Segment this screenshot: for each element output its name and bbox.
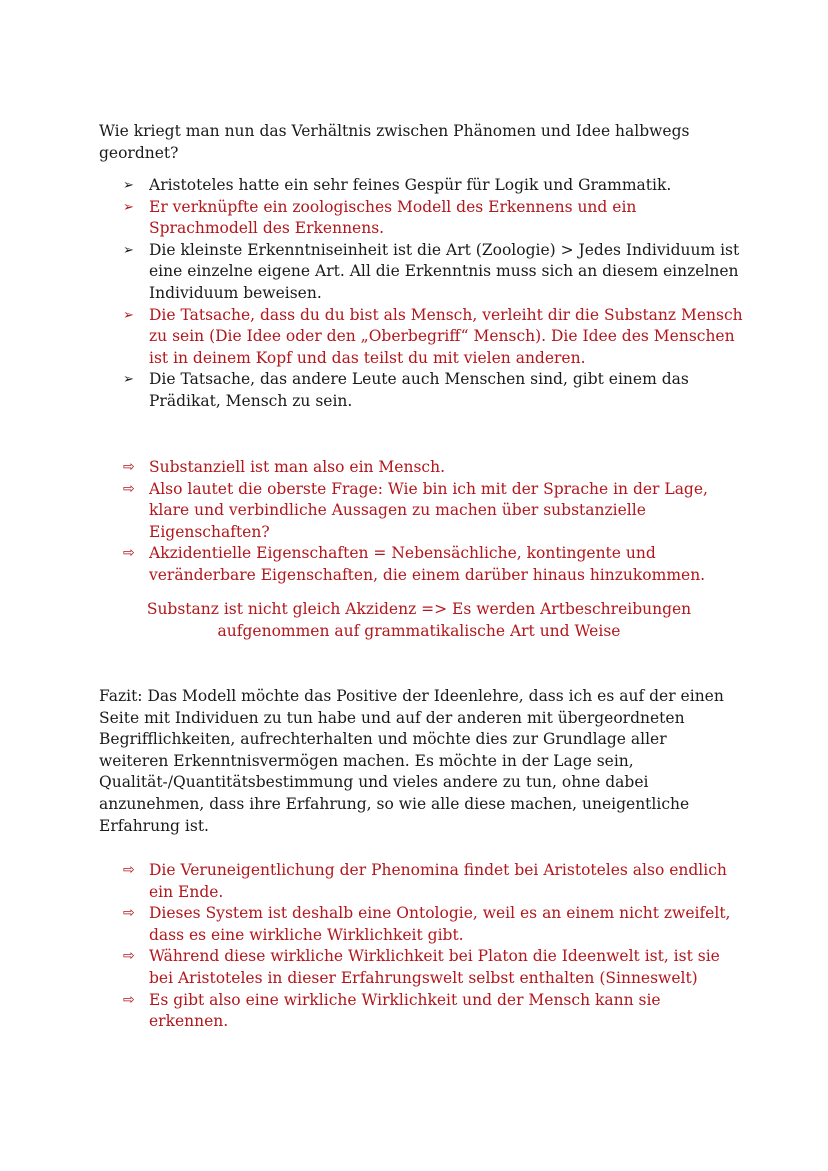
- arrowhead-bullet-icon: ➢: [123, 199, 134, 215]
- list-item-text: Dieses System ist deshalb eine Ontologie, weil es an einem nicht zweifelt, dass es eine wirkliche Wirklichkeit gibt.: [149, 904, 731, 944]
- list-item: [123, 479, 743, 544]
- list-item-text: Die Tatsache, dass du du bist als Mensch, verleiht dir die Substanz Mensch zu sein (Die Idee oder den „Oberbegriff“ Mensch). Die Idee des Menschen ist in deinem Kopf und das teilst du mit vielen anderen.: [149, 305, 743, 367]
- list-item: [123, 990, 743, 1033]
- list-item-text: Aristoteles hatte ein sehr feines Gespür für Logik und Grammatik.: [149, 176, 672, 194]
- arrowhead-bullet-icon: ➢: [123, 372, 134, 388]
- arrow-list-substanz: [123, 457, 743, 587]
- list-item: [123, 903, 743, 946]
- arrowhead-bullet-icon: ➢: [123, 242, 134, 258]
- list-item: [123, 305, 743, 370]
- outline-arrow-bullet-icon: ⇨: [123, 545, 135, 562]
- arrowhead-bullet-icon: ➢: [123, 178, 134, 193]
- list-item: [123, 457, 743, 479]
- arrowhead-bullet-icon: ➢: [123, 307, 134, 323]
- centered-note-line-1: Substanz ist nicht gleich Akzidenz => Es werden Artbeschreibungen: [146, 600, 692, 618]
- list-item: [123, 175, 743, 197]
- list-item-text: Akzidentielle Eigenschaften = Nebensächliche, kontingente und veränderbare Eigenschaften, die einem darüber hinaus hinzukommen.: [149, 544, 706, 584]
- arrow-list-ontologie: [123, 860, 743, 1033]
- centered-note-line-2: aufgenommen auf grammatikalische Art und Weise: [217, 622, 621, 640]
- list-item-text: Es gibt also eine wirkliche Wirklichkeit und der Mensch kann sie erkennen.: [149, 990, 661, 1031]
- outline-arrow-bullet-icon: ⇨: [123, 991, 135, 1008]
- list-item-text: Also lautet die oberste Frage: Wie bin ich mit der Sprache in der Lage, klare und verbindliche Aussagen zu machen über substanzielle Eigenschaften?: [149, 479, 708, 541]
- list-item-text: Die Veruneigentlichung der Phenomina findet bei Aristoteles also endlich ein Ende.: [149, 861, 727, 901]
- list-item-text: Die Tatsache, das andere Leute auch Menschen sind, gibt einem das Prädikat, Mensch zu sein.: [149, 370, 689, 410]
- list-item: [123, 946, 743, 989]
- list-item-text: Während diese wirkliche Wirklichkeit bei Platon die Ideenwelt ist, ist sie bei Aristoteles in dieser Erfahrungswelt selbst enthalten (Sinneswelt): [149, 947, 720, 987]
- outline-arrow-bullet-icon: ⇨: [123, 862, 135, 878]
- fazit-paragraph: Fazit: Das Modell möchte das Positive der Ideenlehre, dass ich es auf der einen Seite mit Individuen zu tun habe und auf der anderen mit übergeordneten Begrifflichkeiten, aufrechterhalten und möchte dies zur Grundlage aller weiteren Erkenntnisvermögen machen. Es möchte in der Lage sein, Qualität-/Quantitätsbestimmung und vieles andere zu tun, ohne dabei anzunehmen, dass ihre Erfahrung, so wie alle diese machen, uneigentliche Erfahrung ist.: [99, 687, 724, 835]
- question-paragraph: Wie kriegt man nun das Verhältnis zwischen Phänomen und Idee halbwegs geordnet?: [99, 122, 690, 162]
- list-item-text: Substanziell ist man also ein Mensch.: [149, 458, 446, 476]
- outline-arrow-bullet-icon: ⇨: [123, 905, 135, 922]
- outline-arrow-bullet-icon: ⇨: [123, 948, 135, 965]
- outline-arrow-bullet-icon: ⇨: [123, 480, 135, 497]
- outline-arrow-bullet-icon: ⇨: [123, 459, 135, 475]
- list-item: [123, 543, 743, 586]
- bullet-list-aristoteles: [123, 175, 743, 413]
- list-item-text: Er verknüpfte ein zoologisches Modell des Erkennens und ein Sprachmodell des Erkennens.: [149, 197, 637, 238]
- list-item: [123, 369, 743, 412]
- list-item: [123, 197, 743, 240]
- list-item-text: Die kleinste Erkenntniseinheit ist die Art (Zoologie) > Jedes Individuum ist eine einzelne eigene Art. All die Erkenntnis muss sich an diesem einzelnen Individuum beweisen.: [149, 240, 740, 302]
- list-item: [123, 860, 743, 903]
- list-item: [123, 240, 743, 305]
